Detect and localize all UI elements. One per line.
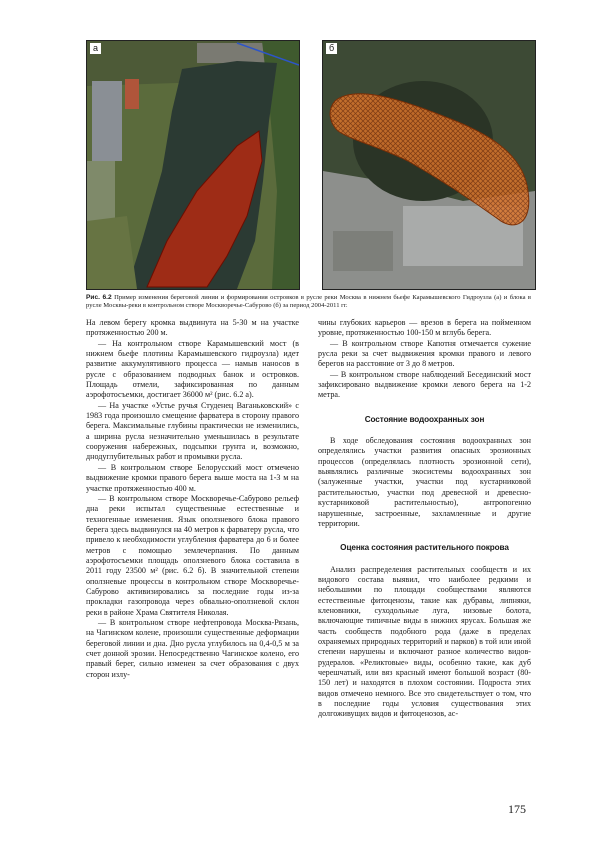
paragraph: — В контрольном створе Москворечье-Сабурово рельеф дна реки испытал существенные естественные и техногенные изменения. Язык оползневого блока правого берега здесь выдвинулся на 40 метров к фарватеру русла, что привело к необходимости углубления фарватера до 6 и более метров с помощью землечерпания. По данным аэрофотосъемки площадь оползневого блока составила в 2011 году 23500 м² (рис. 6.2 б). В значительной степени оползневые процессы в контрольном створе Москворечье-Сабурово активизировались за последние годы из-за прокладки газопровода через обвально-оползневой склон реки в районе Храма Святителя Николая. [86,493,299,617]
section-body-water-zones [318,436,531,529]
right-column [318,318,531,720]
aerial-photo-a [87,41,299,289]
paragraph: — В контрольном створе Белорусский мост отмечено выдвижение кромки правого берега выше моста на 1-3 м на участке протяженностью 400 м. [86,462,299,493]
figure-panel-a [86,40,300,290]
section-heading-water-zones: Состояние водоохранных зон [364,414,485,424]
paragraph: — В контрольном створе наблюдений Бесединский мост зафиксировано выдвижение кромки левого берега на 1-2 метра. [318,369,531,400]
page-number: 175 [508,802,526,816]
figure-panel-b [322,40,536,290]
right-column-intro [318,318,531,401]
paragraph: — В контрольном створе Капотня отмечается сужение русла реки за счет выдвижения кромки правого и левого берегов на расстояние от 3 до 8 метров. [318,338,531,369]
paragraph: На левом берегу кромка выдвинута на 5-30 м на участке протяженностью 200 м. [86,318,299,338]
panel-a-label: а [90,43,101,54]
caption-label: Рис. 6.2 [86,294,112,301]
panel-b-label: б [326,43,337,54]
aerial-photo-b [323,41,535,289]
left-column [86,318,299,680]
figure-caption [86,294,531,310]
caption-text: Пример изменения береговой линии и формирования островков в русле реки Москва в нижнем бьефе Карамышевского Гидроузла (а) и блока в русле Москвы-реки в контрольном створе Москворечье-Сабурово (б) за период 2004-2011 гг. [86,294,531,309]
paragraph: — На участке «Устье ручья Студенец Ваганьковский» с 1983 года произошло смещение фарватера в сторону правого берега. Максимальные глубины практически не изменились, а ширина русла незначительно уменьшилась в результате сооружения набережных, подсыпки грунта и, возможно, днодуглубительных работ и промывки русла. [86,400,299,462]
paragraph: В ходе обследования состояния водоохранных зон определялись участки развития опасных эрозионных процессов (определялась плотность эрозионной сети), выявлялись различные экосистемы водоохранных зон (залуженные участки, участки под кустарниковой растительностью, участки под древесной и древесно-кустарниковой растительностью), антропогенно нарушенные, застроенные, захламленные и другие территории. [318,436,531,528]
paragraph: — На контрольном створе Карамышевский мост (в нижнем бьефе плотины Карамышевского гидроузла) идет развитие аккумулятивного процесса — намыв наносов в русле с образованием подводных банок и островков. Площадь отмели, зафиксированная по данным аэрофотосъемки, достигает 36000 м² (рис. 6.2 а). [86,338,299,400]
paragraph: Анализ распределения растительных сообществ и их видового состава выявил, что наиболее редкими и небольшими по площади сообществами являются естественные фитоценозы, такие как дубравы, липняки, кленовники, суходольные луга, низовые болота, включающие типичные виды в нижних ярусах. Большая же часть сообществ подобного рода (даже в пределах охраняемых природных территорий и парков) в той или иной степени нарушены и включают разное количество видов-рудералов. «Реликтовые» виды, особенно такие, как дуб черешчатый, или вяз красный имеют большой возраст (80-150 лет) и находятся в плохом состоянии. Подроста этих видов отмечено немного. Все это свидетельствует о том, что в последние годы условия существования этих долгоживущих видов и фитоценозов, ас- [318,564,531,719]
section-body-vegetation [318,565,531,720]
section-heading-vegetation: Оценка состояния растительного покрова [340,543,509,553]
paragraph: чины глубоких карьеров — врезов в берега на пойменном уровне, протяженностью 100-150 м вглубь берега. [318,318,531,338]
paragraph: — В контрольном створе нефтепроводa Москва-Рязань, на Чагинском колене, произошли существенные деформации береговой линии и дна. Дно русла углубилось на 0,4-0,5 м за счет донной эрозии. Непосредственно Чагинское колено, его правый берег, сильно изменен за счет образования с двух сторон излу- [86,617,299,679]
